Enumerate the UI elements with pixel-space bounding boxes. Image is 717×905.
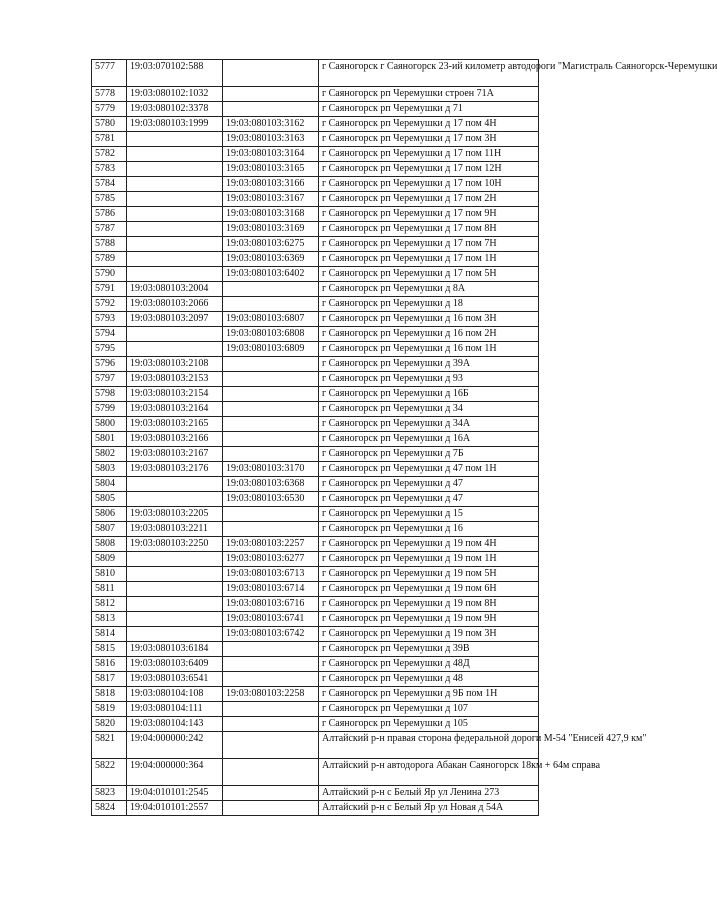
address-cell: г Саяногорск рп Черемушки д 19 пом 1Н	[319, 552, 539, 567]
address-cell: г Саяногорск рп Черемушки д 93	[319, 372, 539, 387]
row-number-cell: 5786	[92, 207, 127, 222]
address-cell: г Саяногорск рп Черемушки д 48	[319, 672, 539, 687]
address-cell: г Саяногорск рп Черемушки д 9Б пом 1Н	[319, 687, 539, 702]
row-number-cell: 5785	[92, 192, 127, 207]
table-row	[92, 786, 539, 801]
premises-number-cell	[223, 507, 319, 522]
premises-number-cell	[223, 732, 319, 759]
address-cell: г Саяногорск рп Черемушки д 19 пом 3Н	[319, 627, 539, 642]
address-cell: г Саяногорск г Саяногорск 23-ий километр автодороги "Магистраль Саяногорск-Черемушки	[319, 60, 539, 87]
address-cell: г Саяногорск рп Черемушки д 16 пом 2Н	[319, 327, 539, 342]
premises-number-cell: 19:03:080103:3169	[223, 222, 319, 237]
address-cell: г Саяногорск рп Черемушки д 47 пом 1Н	[319, 462, 539, 477]
table-row	[92, 597, 539, 612]
cadastral-number-cell: 19:03:080103:2097	[127, 312, 223, 327]
table-row	[92, 582, 539, 597]
table-row	[92, 357, 539, 372]
row-number-cell: 5787	[92, 222, 127, 237]
table-row	[92, 522, 539, 537]
table-row	[92, 657, 539, 672]
row-number-cell: 5816	[92, 657, 127, 672]
cadastral-number-cell	[127, 252, 223, 267]
address-cell: г Саяногорск рп Черемушки д 17 пом 8Н	[319, 222, 539, 237]
premises-number-cell: 19:03:080103:6530	[223, 492, 319, 507]
premises-number-cell: 19:03:080103:3163	[223, 132, 319, 147]
row-number-cell: 5791	[92, 282, 127, 297]
cadastral-number-cell: 19:03:080103:2250	[127, 537, 223, 552]
premises-number-cell: 19:03:080103:2258	[223, 687, 319, 702]
cadastral-number-cell: 19:04:000000:364	[127, 759, 223, 786]
cadastral-number-cell: 19:03:080103:2004	[127, 282, 223, 297]
cadastral-number-cell	[127, 132, 223, 147]
cadastral-number-cell	[127, 552, 223, 567]
address-cell: г Саяногорск рп Черемушки д 7Б	[319, 447, 539, 462]
address-cell: г Саяногорск рп Черемушки строен 71А	[319, 87, 539, 102]
address-cell: г Саяногорск рп Черемушки д 15	[319, 507, 539, 522]
cadastral-number-cell: 19:03:080102:3378	[127, 102, 223, 117]
table-row	[92, 492, 539, 507]
table-row	[92, 312, 539, 327]
address-cell: г Саяногорск рп Черемушки д 39В	[319, 642, 539, 657]
row-number-cell: 5813	[92, 612, 127, 627]
table-row	[92, 60, 539, 87]
premises-number-cell	[223, 657, 319, 672]
table-row	[92, 717, 539, 732]
cadastral-number-cell: 19:03:080104:111	[127, 702, 223, 717]
cadastral-number-cell: 19:03:080103:2108	[127, 357, 223, 372]
cadastral-number-cell	[127, 597, 223, 612]
premises-number-cell	[223, 387, 319, 402]
address-cell: г Саяногорск рп Черемушки д 39А	[319, 357, 539, 372]
table-row	[92, 192, 539, 207]
premises-number-cell: 19:03:080103:6807	[223, 312, 319, 327]
cadastral-number-cell: 19:03:080103:6541	[127, 672, 223, 687]
premises-number-cell	[223, 357, 319, 372]
cadastral-number-cell	[127, 612, 223, 627]
address-cell: г Саяногорск рп Черемушки д 47	[319, 492, 539, 507]
cadastral-number-cell: 19:03:080104:143	[127, 717, 223, 732]
cadastral-number-cell	[127, 162, 223, 177]
table-row	[92, 387, 539, 402]
premises-number-cell	[223, 87, 319, 102]
table-row	[92, 447, 539, 462]
row-number-cell: 5788	[92, 237, 127, 252]
premises-number-cell	[223, 522, 319, 537]
premises-number-cell: 19:03:080103:6277	[223, 552, 319, 567]
row-number-cell: 5818	[92, 687, 127, 702]
row-number-cell: 5781	[92, 132, 127, 147]
row-number-cell: 5800	[92, 417, 127, 432]
cadastral-number-cell	[127, 267, 223, 282]
row-number-cell: 5799	[92, 402, 127, 417]
table-row	[92, 87, 539, 102]
address-cell: г Саяногорск рп Черемушки д 17 пом 2Н	[319, 192, 539, 207]
cadastral-number-cell	[127, 147, 223, 162]
address-cell: г Саяногорск рп Черемушки д 17 пом 1Н	[319, 252, 539, 267]
table-row	[92, 222, 539, 237]
cadastral-number-cell: 19:04:000000:242	[127, 732, 223, 759]
row-number-cell: 5814	[92, 627, 127, 642]
cadastral-number-cell: 19:03:080103:6184	[127, 642, 223, 657]
table-row	[92, 237, 539, 252]
address-cell: г Саяногорск рп Черемушки д 17 пом 10Н	[319, 177, 539, 192]
row-number-cell: 5778	[92, 87, 127, 102]
premises-number-cell	[223, 801, 319, 816]
address-cell: г Саяногорск рп Черемушки д 19 пом 5Н	[319, 567, 539, 582]
cadastral-number-cell	[127, 627, 223, 642]
address-cell: г Саяногорск рп Черемушки д 8А	[319, 282, 539, 297]
cadastral-number-cell	[127, 477, 223, 492]
row-number-cell: 5810	[92, 567, 127, 582]
table-row	[92, 162, 539, 177]
row-number-cell: 5822	[92, 759, 127, 786]
row-number-cell: 5779	[92, 102, 127, 117]
premises-number-cell: 19:03:080103:6368	[223, 477, 319, 492]
table-row	[92, 297, 539, 312]
table-row	[92, 507, 539, 522]
premises-number-cell	[223, 447, 319, 462]
table-row	[92, 477, 539, 492]
premises-number-cell: 19:03:080103:6716	[223, 597, 319, 612]
row-number-cell: 5820	[92, 717, 127, 732]
row-number-cell: 5792	[92, 297, 127, 312]
table-row	[92, 462, 539, 477]
table-row	[92, 117, 539, 132]
premises-number-cell: 19:03:080103:6741	[223, 612, 319, 627]
cadastral-number-cell: 19:03:080103:2165	[127, 417, 223, 432]
address-cell: г Саяногорск рп Черемушки д 19 пом 8Н	[319, 597, 539, 612]
row-number-cell: 5821	[92, 732, 127, 759]
cadastral-number-cell	[127, 327, 223, 342]
table-row	[92, 207, 539, 222]
row-number-cell: 5807	[92, 522, 127, 537]
premises-number-cell: 19:03:080103:6713	[223, 567, 319, 582]
cadastral-number-cell	[127, 192, 223, 207]
premises-number-cell	[223, 372, 319, 387]
cadastral-number-cell	[127, 207, 223, 222]
cadastral-number-cell	[127, 582, 223, 597]
address-cell: г Саяногорск рп Черемушки д 17 пом 7Н	[319, 237, 539, 252]
table-row	[92, 417, 539, 432]
row-number-cell: 5793	[92, 312, 127, 327]
cadastral-number-cell: 19:03:080103:2205	[127, 507, 223, 522]
cadastral-number-cell	[127, 567, 223, 582]
table-row	[92, 327, 539, 342]
cadastral-number-cell: 19:03:080103:6409	[127, 657, 223, 672]
premises-number-cell: 19:03:080103:3165	[223, 162, 319, 177]
table-row	[92, 177, 539, 192]
row-number-cell: 5798	[92, 387, 127, 402]
row-number-cell: 5783	[92, 162, 127, 177]
row-number-cell: 5823	[92, 786, 127, 801]
row-number-cell: 5803	[92, 462, 127, 477]
table-row	[92, 801, 539, 816]
premises-number-cell: 19:03:080103:6808	[223, 327, 319, 342]
row-number-cell: 5817	[92, 672, 127, 687]
row-number-cell: 5801	[92, 432, 127, 447]
premises-number-cell: 19:03:080103:3164	[223, 147, 319, 162]
address-cell: г Саяногорск рп Черемушки д 48Д	[319, 657, 539, 672]
row-number-cell: 5782	[92, 147, 127, 162]
premises-number-cell	[223, 786, 319, 801]
row-number-cell: 5815	[92, 642, 127, 657]
address-cell: Алтайский р-н с Белый Яр ул Новая д 54А	[319, 801, 539, 816]
table-row	[92, 612, 539, 627]
row-number-cell: 5811	[92, 582, 127, 597]
row-number-cell: 5777	[92, 60, 127, 87]
cadastral-number-cell: 19:03:080103:2154	[127, 387, 223, 402]
cadastral-number-cell: 19:03:080103:2164	[127, 402, 223, 417]
premises-number-cell	[223, 282, 319, 297]
premises-number-cell: 19:03:080103:3167	[223, 192, 319, 207]
premises-number-cell: 19:03:080103:6742	[223, 627, 319, 642]
table-row	[92, 627, 539, 642]
table-row	[92, 252, 539, 267]
table-row	[92, 567, 539, 582]
premises-number-cell: 19:03:080103:3166	[223, 177, 319, 192]
premises-number-cell	[223, 672, 319, 687]
row-number-cell: 5819	[92, 702, 127, 717]
premises-number-cell	[223, 432, 319, 447]
row-number-cell: 5789	[92, 252, 127, 267]
row-number-cell: 5809	[92, 552, 127, 567]
cadastral-number-cell: 19:03:080103:2166	[127, 432, 223, 447]
cadastral-number-cell	[127, 177, 223, 192]
row-number-cell: 5824	[92, 801, 127, 816]
cadastral-number-cell: 19:04:010101:2545	[127, 786, 223, 801]
row-number-cell: 5804	[92, 477, 127, 492]
row-number-cell: 5796	[92, 357, 127, 372]
address-cell: г Саяногорск рп Черемушки д 105	[319, 717, 539, 732]
cadastral-number-cell	[127, 237, 223, 252]
cadastral-number-cell: 19:03:080103:2167	[127, 447, 223, 462]
row-number-cell: 5784	[92, 177, 127, 192]
premises-number-cell	[223, 417, 319, 432]
cadastral-number-cell: 19:03:080103:2066	[127, 297, 223, 312]
cadastral-number-cell: 19:03:080103:2176	[127, 462, 223, 477]
address-cell: Алтайский р-н правая сторона федеральной дороги М-54 "Енисей 427,9 км"	[319, 732, 539, 759]
table-row	[92, 132, 539, 147]
premises-number-cell: 19:03:080103:2257	[223, 537, 319, 552]
address-cell: г Саяногорск рп Черемушки д 19 пом 9Н	[319, 612, 539, 627]
cadastral-number-cell: 19:03:070102:588	[127, 60, 223, 87]
table-row	[92, 732, 539, 759]
registry-table-body	[92, 60, 717, 816]
address-cell: г Саяногорск рп Черемушки д 71	[319, 102, 539, 117]
address-cell: г Саяногорск рп Черемушки д 16 пом 1Н	[319, 342, 539, 357]
cadastral-number-cell: 19:03:080104:108	[127, 687, 223, 702]
address-cell: г Саяногорск рп Черемушки д 17 пом 12Н	[319, 162, 539, 177]
row-number-cell: 5797	[92, 372, 127, 387]
document-page	[91, 59, 717, 816]
table-row	[92, 342, 539, 357]
table-row	[92, 402, 539, 417]
premises-number-cell	[223, 702, 319, 717]
row-number-cell: 5808	[92, 537, 127, 552]
table-row	[92, 147, 539, 162]
cadastral-number-cell: 19:03:080103:2153	[127, 372, 223, 387]
premises-number-cell	[223, 102, 319, 117]
cadastral-number-cell: 19:03:080103:1999	[127, 117, 223, 132]
premises-number-cell: 19:03:080103:3162	[223, 117, 319, 132]
premises-number-cell	[223, 642, 319, 657]
address-cell: г Саяногорск рп Черемушки д 17 пом 3Н	[319, 132, 539, 147]
premises-number-cell: 19:03:080103:6714	[223, 582, 319, 597]
table-row	[92, 372, 539, 387]
table-row	[92, 687, 539, 702]
premises-number-cell: 19:03:080103:6809	[223, 342, 319, 357]
address-cell: г Саяногорск рп Черемушки д 34А	[319, 417, 539, 432]
address-cell: г Саяногорск рп Черемушки д 47	[319, 477, 539, 492]
table-row	[92, 672, 539, 687]
table-row	[92, 537, 539, 552]
cadastral-number-cell	[127, 492, 223, 507]
table-row	[92, 432, 539, 447]
row-number-cell: 5806	[92, 507, 127, 522]
cadastral-number-cell: 19:03:080103:2211	[127, 522, 223, 537]
address-cell: г Саяногорск рп Черемушки д 17 пом 4Н	[319, 117, 539, 132]
premises-number-cell: 19:03:080103:6275	[223, 237, 319, 252]
row-number-cell: 5780	[92, 117, 127, 132]
premises-number-cell: 19:03:080103:3168	[223, 207, 319, 222]
table-row	[92, 642, 539, 657]
premises-number-cell: 19:03:080103:6369	[223, 252, 319, 267]
address-cell: г Саяногорск рп Черемушки д 19 пом 4Н	[319, 537, 539, 552]
address-cell: г Саяногорск рп Черемушки д 16 пом 3Н	[319, 312, 539, 327]
cadastral-number-cell	[127, 222, 223, 237]
premises-number-cell	[223, 402, 319, 417]
address-cell: г Саяногорск рп Черемушки д 34	[319, 402, 539, 417]
address-cell: г Саяногорск рп Черемушки д 17 пом 11Н	[319, 147, 539, 162]
row-number-cell: 5790	[92, 267, 127, 282]
row-number-cell: 5802	[92, 447, 127, 462]
row-number-cell: 5795	[92, 342, 127, 357]
address-cell: г Саяногорск рп Черемушки д 16Б	[319, 387, 539, 402]
cadastral-number-cell	[127, 342, 223, 357]
table-row	[92, 102, 539, 117]
premises-number-cell	[223, 60, 319, 87]
address-cell: г Саяногорск рп Черемушки д 17 пом 9Н	[319, 207, 539, 222]
address-cell: г Саяногорск рп Черемушки д 16А	[319, 432, 539, 447]
row-number-cell: 5794	[92, 327, 127, 342]
row-number-cell: 5805	[92, 492, 127, 507]
address-cell: г Саяногорск рп Черемушки д 18	[319, 297, 539, 312]
table-row	[92, 759, 539, 786]
premises-number-cell	[223, 717, 319, 732]
premises-number-cell: 19:03:080103:6402	[223, 267, 319, 282]
address-cell: Алтайский р-н с Белый Яр ул Ленина 273	[319, 786, 539, 801]
premises-number-cell	[223, 297, 319, 312]
cadastral-number-cell: 19:04:010101:2557	[127, 801, 223, 816]
table-row	[92, 552, 539, 567]
address-cell: г Саяногорск рп Черемушки д 107	[319, 702, 539, 717]
premises-number-cell	[223, 759, 319, 786]
table-row	[92, 282, 539, 297]
address-cell: г Саяногорск рп Черемушки д 19 пом 6Н	[319, 582, 539, 597]
table-row	[92, 702, 539, 717]
row-number-cell: 5812	[92, 597, 127, 612]
cadastral-number-cell: 19:03:080102:1032	[127, 87, 223, 102]
table-row	[92, 267, 539, 282]
address-cell: г Саяногорск рп Черемушки д 16	[319, 522, 539, 537]
premises-number-cell: 19:03:080103:3170	[223, 462, 319, 477]
address-cell: Алтайский р-н автодорога Абакан Саяногорск 18км + 64м справа	[319, 759, 539, 786]
property-registry-table	[91, 59, 717, 816]
address-cell: г Саяногорск рп Черемушки д 17 пом 5Н	[319, 267, 539, 282]
